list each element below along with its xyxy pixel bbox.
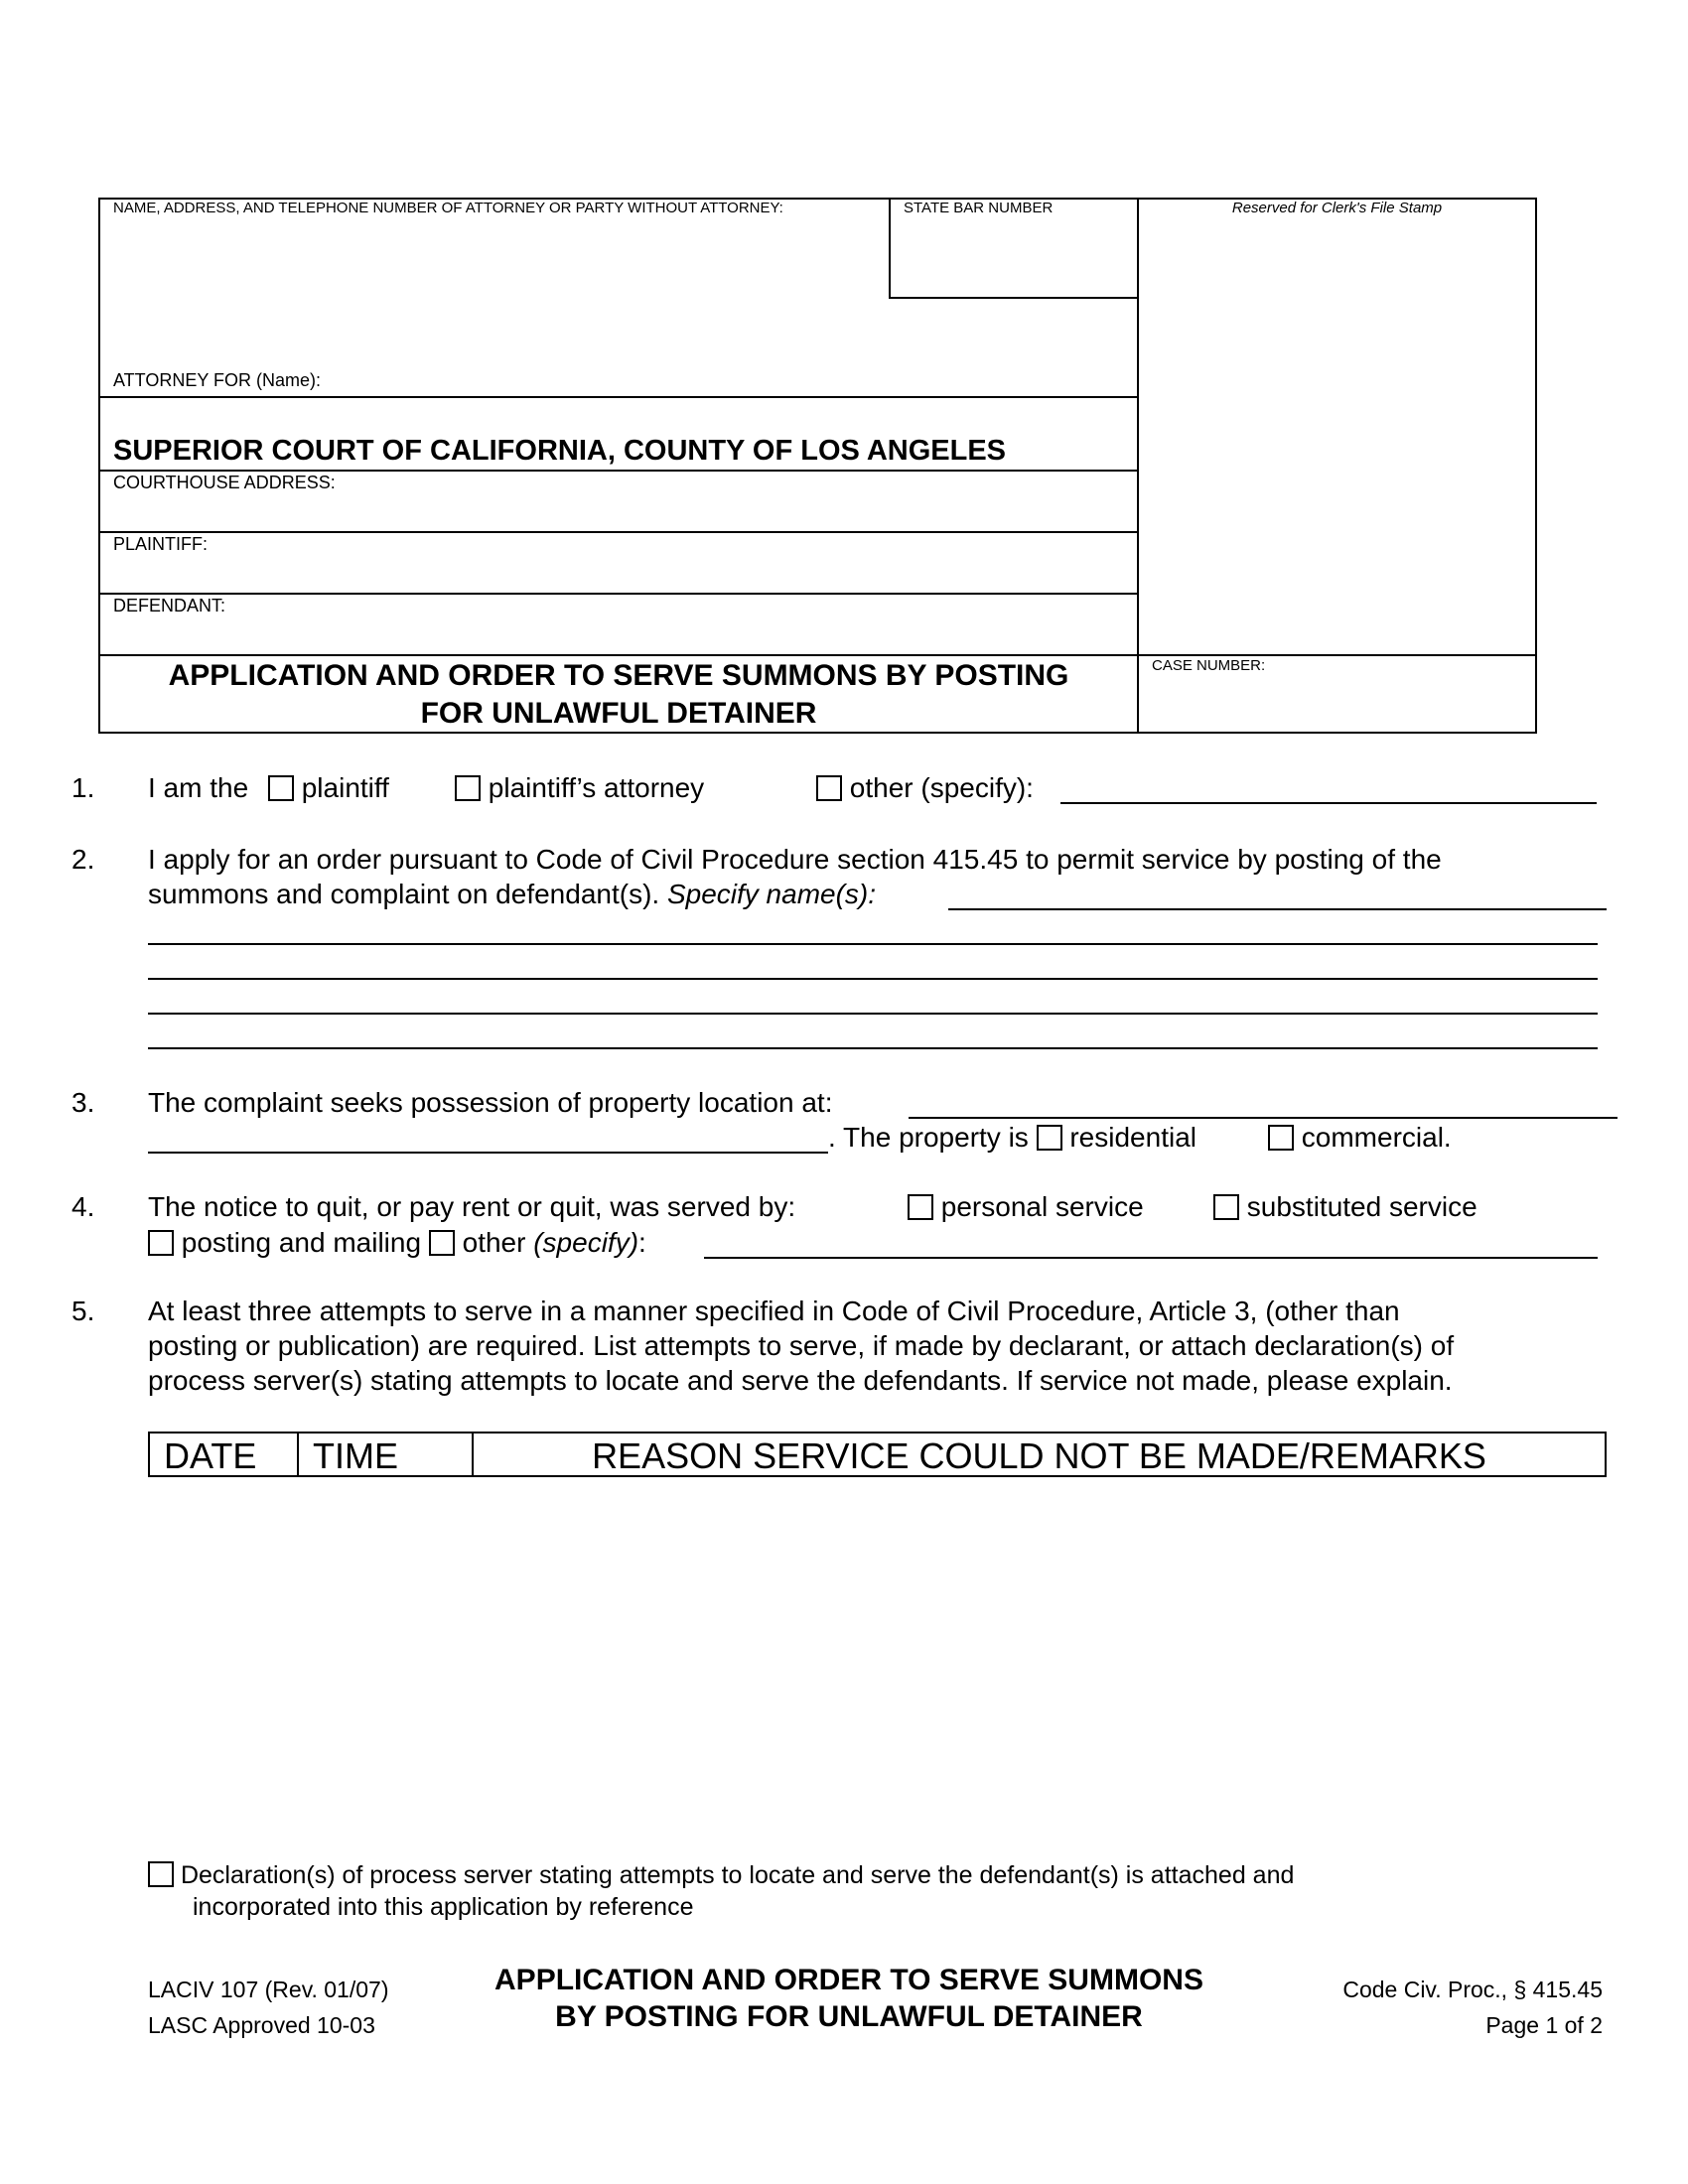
item4-line2 bbox=[148, 1227, 646, 1259]
specify-names-label: Specify name(s): bbox=[666, 879, 877, 909]
form-title bbox=[100, 657, 1137, 733]
item1-number: 1. bbox=[71, 772, 95, 803]
other-party-option-label: other (specify): bbox=[849, 772, 1034, 803]
item5-line2: posting or publication) are required. List attempts to serve, if made by declarant, or attach declaration(s) of bbox=[148, 1330, 1455, 1361]
defendant-names-line-2[interactable] bbox=[148, 943, 1598, 945]
footer-title-line2: BY POSTING FOR UNLAWFUL DETAINER bbox=[555, 2000, 1143, 2033]
item5-line3: process server(s) stating attempts to locate and serve the defendants. If service not made, please explain. bbox=[148, 1365, 1453, 1396]
item2-line2 bbox=[148, 879, 876, 910]
footer-code-info bbox=[1251, 1972, 1603, 2043]
item2-number: 2. bbox=[71, 844, 95, 875]
declaration-line2: incorporated into this application by reference bbox=[193, 1893, 694, 1921]
item3-line1: The complaint seeks possession of property location at: bbox=[148, 1087, 833, 1118]
item4-number: 4. bbox=[71, 1191, 95, 1222]
plaintiff-label: PLAINTIFF: bbox=[113, 534, 209, 554]
attorney-for-label: ATTORNEY FOR (Name): bbox=[113, 370, 322, 390]
time-column-header: TIME bbox=[313, 1435, 398, 1476]
other-service-specify: (specify) bbox=[533, 1227, 639, 1258]
form-id: LACIV 107 (Rev. 01/07) bbox=[148, 1977, 389, 2002]
state-bar-label: STATE BAR NUMBER bbox=[904, 200, 1054, 216]
footer-title-line1: APPLICATION AND ORDER TO SERVE SUMMONS bbox=[494, 1964, 1203, 1996]
reason-column-header: REASON SERVICE COULD NOT BE MADE/REMARKS bbox=[592, 1435, 1486, 1476]
substituted-service-checkbox[interactable] bbox=[1213, 1194, 1239, 1220]
plaintiff-option-label: plaintiff bbox=[301, 772, 389, 803]
residential-checkbox[interactable] bbox=[1037, 1125, 1062, 1151]
courthouse-address-label: COURTHOUSE ADDRESS: bbox=[113, 473, 336, 492]
posting-mailing-label: posting and mailing bbox=[181, 1227, 422, 1258]
defendant-label: DEFENDANT: bbox=[113, 596, 226, 615]
attorney-label: NAME, ADDRESS, AND TELEPHONE NUMBER OF ATTORNEY OR PARTY WITHOUT ATTORNEY: bbox=[113, 200, 783, 216]
residential-option-label: residential bbox=[1069, 1122, 1196, 1153]
other-service-colon: : bbox=[638, 1227, 646, 1258]
defendant-names-line-4[interactable] bbox=[148, 1013, 1598, 1015]
item1-row bbox=[148, 772, 389, 804]
item5-line1: At least three attempts to serve in a manner specified in Code of Civil Procedure, Article 3, (other than bbox=[148, 1296, 1400, 1326]
defendant-names-line-3[interactable] bbox=[148, 978, 1598, 980]
defendant-names-line-1[interactable] bbox=[948, 908, 1607, 910]
declaration-checkbox[interactable] bbox=[148, 1861, 174, 1887]
item4-substituted-option bbox=[1213, 1191, 1477, 1223]
property-location-line-2[interactable] bbox=[148, 1152, 828, 1154]
item3-commercial-option bbox=[1268, 1122, 1452, 1154]
item2-line2-text: summons and complaint on defendant(s). bbox=[148, 879, 660, 909]
other-party-specify-line[interactable] bbox=[1060, 802, 1597, 804]
item4-personal-option bbox=[908, 1191, 1144, 1223]
item1-lead: I am the bbox=[148, 772, 249, 803]
form-title-line1: APPLICATION AND ORDER TO SERVE SUMMONS BY POSTING bbox=[168, 659, 1069, 692]
personal-service-label: personal service bbox=[940, 1191, 1144, 1222]
property-location-line-1[interactable] bbox=[909, 1117, 1618, 1119]
date-column-header: DATE bbox=[164, 1435, 257, 1476]
personal-service-checkbox[interactable] bbox=[908, 1194, 933, 1220]
form-title-line2: FOR UNLAWFUL DETAINER bbox=[420, 697, 817, 730]
approval: LASC Approved 10-03 bbox=[148, 2012, 375, 2038]
other-party-checkbox[interactable] bbox=[816, 775, 842, 801]
item3-line2 bbox=[828, 1122, 1196, 1154]
declaration-attached bbox=[148, 1859, 1294, 1923]
other-service-specify-line[interactable] bbox=[704, 1257, 1598, 1259]
other-service-checkbox[interactable] bbox=[429, 1230, 455, 1256]
code-reference: Code Civ. Proc., § 415.45 bbox=[1342, 1977, 1603, 2002]
defendant-names-line-5[interactable] bbox=[148, 1047, 1598, 1049]
footer-title bbox=[437, 1962, 1261, 2035]
item5-number: 5. bbox=[71, 1296, 95, 1326]
commercial-option-label: commercial. bbox=[1301, 1122, 1452, 1153]
plaintiff-checkbox[interactable] bbox=[268, 775, 294, 801]
item1-attorney-option bbox=[455, 772, 704, 804]
footer-form-info bbox=[148, 1972, 388, 2043]
property-is-label: . The property is bbox=[828, 1122, 1029, 1153]
attempts-table-header bbox=[148, 1432, 1607, 1477]
other-service-label: other bbox=[462, 1227, 526, 1258]
commercial-checkbox[interactable] bbox=[1268, 1125, 1294, 1151]
plaintiffs-attorney-checkbox[interactable] bbox=[455, 775, 481, 801]
case-number-label: CASE NUMBER: bbox=[1152, 657, 1266, 674]
item4-line1: The notice to quit, or pay rent or quit, was served by: bbox=[148, 1191, 796, 1222]
item3-number: 3. bbox=[71, 1087, 95, 1118]
page-number: Page 1 of 2 bbox=[1485, 2012, 1603, 2038]
substituted-service-label: substituted service bbox=[1246, 1191, 1477, 1222]
declaration-line1: Declaration(s) of process server stating attempts to locate and serve the defendant(s) is attached and bbox=[180, 1861, 1295, 1889]
plaintiffs-attorney-option-label: plaintiff’s attorney bbox=[488, 772, 705, 803]
item2-line1: I apply for an order pursuant to Code of Civil Procedure section 415.45 to permit service by posting of the bbox=[148, 844, 1442, 875]
clerk-stamp-label: Reserved for Clerk's File Stamp bbox=[1231, 200, 1443, 216]
posting-mailing-checkbox[interactable] bbox=[148, 1230, 174, 1256]
court-name: SUPERIOR COURT OF CALIFORNIA, COUNTY OF LOS ANGELES bbox=[113, 435, 1007, 467]
item1-other-option bbox=[816, 772, 1034, 804]
